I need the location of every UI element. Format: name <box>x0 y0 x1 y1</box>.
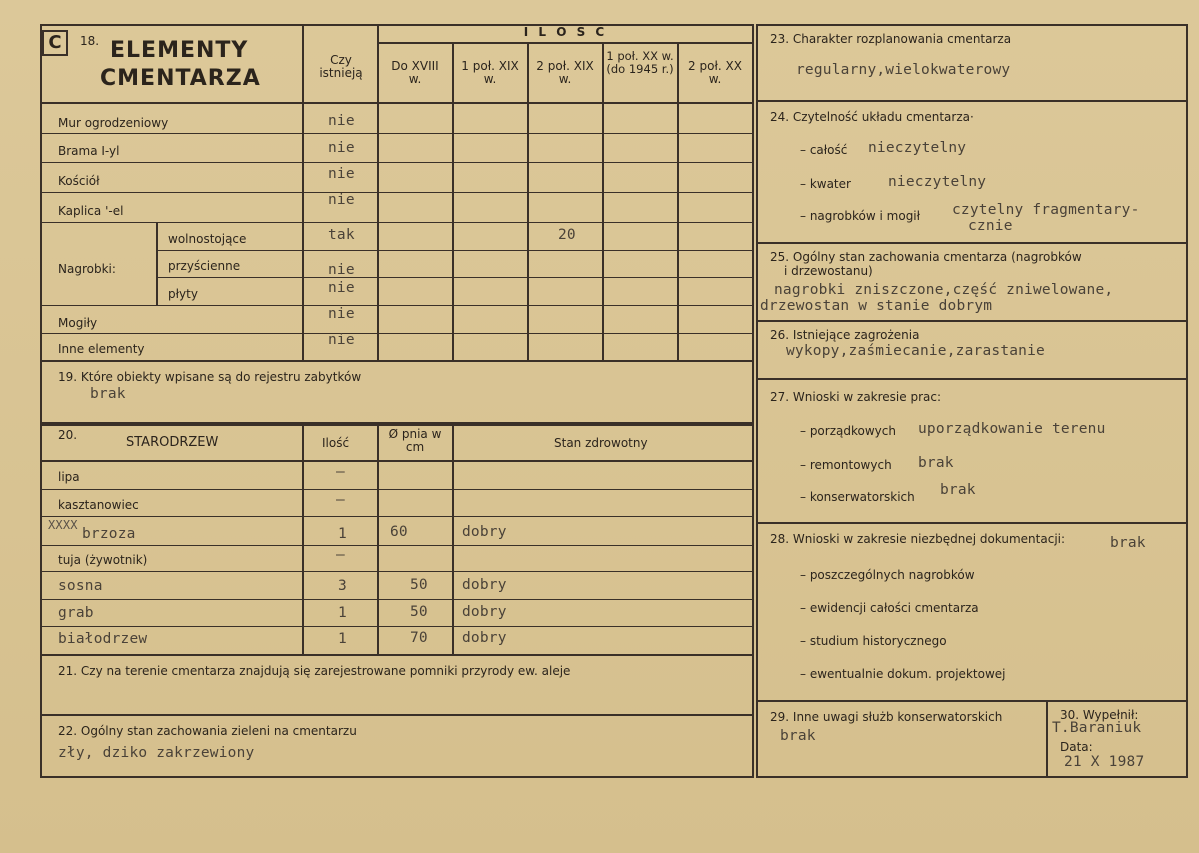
tree-diam-pine: 50 <box>410 577 428 593</box>
section19-value: brak <box>90 386 126 402</box>
section30-label: 30. Wypełnił: <box>1060 708 1139 722</box>
tree-health-hornbeam: dobry <box>462 604 507 620</box>
section24-item-quarters-value: nieczytelny <box>888 174 987 190</box>
section27-item-repair-label: – remontowych <box>800 458 892 472</box>
section24-item-tombs-value2: cznie <box>968 218 1013 234</box>
section25-label-line2: i drzewostanu) <box>784 264 873 278</box>
col-exists-header: Czy istnieją <box>319 53 363 80</box>
value-freestanding-count: 20 <box>558 227 576 243</box>
section24-label: 24. Czytelność układu cmentarza· <box>770 110 974 124</box>
tree-qty-chestnut: – <box>336 492 345 508</box>
section22-label: 22. Ogólny stan zachowania zieleni na cmentarzu <box>58 724 357 738</box>
tree-diam-hornbeam: 50 <box>410 604 428 620</box>
section28-item-design: – ewentualnie dokum. projektowej <box>800 667 1006 681</box>
period-header-1: Do XVIII w. <box>391 59 439 86</box>
tree-qty-poplar: 1 <box>338 631 347 647</box>
section23-label: 23. Charakter rozplanowania cmentarza <box>770 32 1012 46</box>
section28-item-history: – studium historycznego <box>800 634 947 648</box>
section18-number: 18. <box>80 34 100 48</box>
section23-value: regularny,wielokwaterowy <box>796 62 1011 78</box>
period-header-4: 1 poł. XX w. (do 1945 r.) <box>606 49 674 76</box>
section28-label: 28. Wnioski w zakresie niezbędnej dokumentacji: <box>770 532 1066 546</box>
section19-label: 19. Które obiekty wpisane są do rejestru zabytków <box>58 370 362 384</box>
tree-health-poplar: dobry <box>462 630 507 646</box>
tree-health-pine: dobry <box>462 577 507 593</box>
section24-item-tombs-label: – nagrobków i mogił <box>800 209 921 223</box>
section20-col-qty: Ilość <box>322 436 350 450</box>
value-wall-exists: nie <box>328 113 355 129</box>
section26-label: 26. Istniejące zagrożenia <box>770 328 920 342</box>
section18-title-line2: CMENTARZA <box>100 66 261 91</box>
section20-title: STARODRZEW <box>126 435 219 450</box>
period-header-5: 2 poł. XX w. <box>688 59 742 86</box>
section-letter: C <box>48 32 62 53</box>
row-label-slabs: płyty <box>168 287 198 301</box>
section18-title-line1: ELEMENTY <box>110 38 249 63</box>
section20-col-diameter: Ø pnia w cm <box>388 427 442 454</box>
section29-value: brak <box>780 728 816 744</box>
tree-qty-thuja: – <box>336 547 345 563</box>
section28-value: brak <box>1110 535 1146 551</box>
section27-item-cleanup-label: – porządkowych <box>800 424 896 438</box>
section30-date: 21 X 1987 <box>1064 754 1145 770</box>
tree-name-pine: sosna <box>58 578 103 594</box>
value-church-exists: nie <box>328 166 355 182</box>
row-label-tombstones: Nagrobki: <box>58 262 116 276</box>
section28-item-records: – ewidencji całości cmentarza <box>800 601 979 615</box>
value-slabs-exists: nie <box>328 280 355 296</box>
section25-value-line2: drzewostan w stanie dobrym <box>760 298 993 314</box>
tree-diam-birch: 60 <box>390 524 408 540</box>
row-label-graves: Mogiły <box>58 316 98 330</box>
section25-value-line1: nagrobki zniszczone,część zniwelowane, <box>774 282 1114 298</box>
section29-label: 29. Inne uwagi służb konserwatorskich <box>770 710 1003 724</box>
quantity-header: I L O Ś Ć <box>523 25 608 39</box>
value-other-exists: nie <box>328 332 355 348</box>
section27-item-cleanup-value: uporządkowanie terenu <box>918 421 1106 437</box>
section22-value: zły, dziko zakrzewiony <box>58 745 255 761</box>
section21-label: 21. Czy na terenie cmentarza znajdują się zarejestrowane pomniki przyrody ew. aleje <box>58 664 571 678</box>
tree-qty-birch: 1 <box>338 526 347 542</box>
section24-item-tombs-value: czytelny fragmentary- <box>952 202 1140 218</box>
row-label-gate: Brama I-yl <box>58 144 120 158</box>
section-letter-box <box>42 30 68 56</box>
tree-name-poplar: białodrzew <box>58 631 148 647</box>
tree-name-linden: lipa <box>58 470 80 484</box>
tree-name-birch: brzoza <box>82 526 136 542</box>
row-label-church: Kościół <box>58 174 100 188</box>
tree-name-hornbeam: grab <box>58 605 94 621</box>
section25-label-line1: 25. Ogólny stan zachowania cmentarza (nagrobków <box>770 250 1082 264</box>
section24-item-whole-label: – całość <box>800 143 848 157</box>
section30-date-label: Data: <box>1060 740 1093 754</box>
section24-item-whole-value: nieczytelny <box>868 140 967 156</box>
section27-item-conservation-label: – konserwatorskich <box>800 490 915 504</box>
value-gate-exists: nie <box>328 140 355 156</box>
row-label-wall: Mur ogrodzeniowy <box>58 116 169 130</box>
section24-item-quarters-label: – kwater <box>800 177 851 191</box>
tree-diam-poplar: 70 <box>410 630 428 646</box>
period-header-2: 1 poł. XIX w. <box>461 59 519 86</box>
section30-name: T.Baraniuk <box>1052 720 1142 736</box>
tree-qty-hornbeam: 1 <box>338 605 347 621</box>
period-header-3: 2 poł. XIX w. <box>536 59 594 86</box>
section20-col-health: Stan zdrowotny <box>554 436 648 450</box>
row-label-chapel: Kaplica '-el <box>58 204 124 218</box>
tree-name-chestnut: kasztanowiec <box>58 498 139 512</box>
section20-number: 20. <box>58 428 78 442</box>
tree-qty-linden: – <box>336 464 345 480</box>
section28-item-tombstones: – poszczególnych nagrobków <box>800 568 975 582</box>
value-freestanding-exists: tak <box>328 227 355 243</box>
section27-item-repair-value: brak <box>918 455 954 471</box>
section26-value: wykopy,zaśmiecanie,zarastanie <box>786 343 1045 359</box>
row-label-freestanding: wolnostojące <box>168 232 247 246</box>
value-graves-exists: nie <box>328 306 355 322</box>
tree-health-birch: dobry <box>462 524 507 540</box>
struck-typing: XXXX <box>48 518 78 532</box>
row-label-other: Inne elementy <box>58 342 145 356</box>
tree-qty-pine: 3 <box>338 578 347 594</box>
tree-name-thuja: tuja (żywotnik) <box>58 553 148 567</box>
row-label-wall-mounted: przyścienne <box>168 259 241 273</box>
value-wall-mounted-exists: nie <box>328 262 355 278</box>
section27-label: 27. Wnioski w zakresie prac: <box>770 390 942 404</box>
value-chapel-exists: nie <box>328 192 355 208</box>
section27-item-conservation-value: brak <box>940 482 976 498</box>
